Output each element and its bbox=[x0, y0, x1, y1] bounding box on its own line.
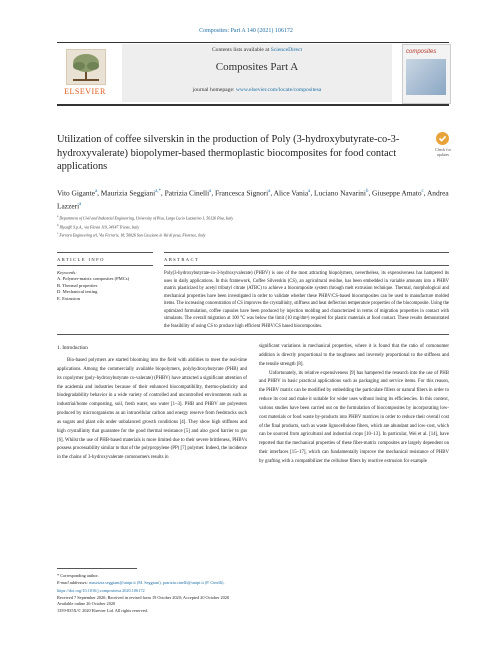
copyright-line: 1359-835X/© 2020 Elsevier Ltd. All rights reserved. bbox=[57, 607, 148, 613]
author-affiliation-mark[interactable]: a bbox=[94, 189, 98, 194]
journal-cover-thumbnail[interactable] bbox=[402, 44, 451, 104]
author-list: Vito Gigante$^a$, Maurizia Seggiani$^{a,*}$, Patrizia Cinelli$^a$, Francesca Signori$^a$, Alice Vania$^a$, Luciano Navarini$^b$, Giuseppe Amato$^c$, Andrea Lazzeri$^a$ bbox=[57, 188, 449, 211]
author-affiliation-mark[interactable]: a bbox=[209, 189, 212, 194]
affiliation-mark: c bbox=[57, 231, 59, 235]
intro-right-column bbox=[259, 343, 449, 467]
author-name[interactable]: Andrea Lazzeri bbox=[57, 188, 449, 211]
article-title: Utilization of coffee silverskin in the production of Poly (3-hydroxybutyrate-co-3-hydroxyvalerate) biopolymer-based thermoplastic biocomposites for food contact applications bbox=[57, 134, 400, 172]
section-heading-introduction: 1. Introduction bbox=[57, 345, 88, 351]
email-line: E-mail addresses: maurizia.seggiani@unipi.it (M. Seggiani), patrizia.cinelli@unipi.it (P. Cinelli). bbox=[57, 579, 225, 585]
email-links[interactable]: maurizia.seggiani@unipi.it (M. Seggiani), patrizia.cinelli@unipi.it (P. Cinelli). bbox=[89, 579, 225, 585]
affiliation-mark: a bbox=[57, 214, 59, 218]
author-affiliation-mark[interactable]: a bbox=[308, 189, 311, 194]
author-name[interactable]: Giuseppe Amato bbox=[372, 188, 422, 198]
article-info-heading: ARTICLE INFO bbox=[57, 257, 105, 262]
cover-image bbox=[406, 59, 446, 95]
author-name[interactable]: Vito Gigante bbox=[57, 188, 95, 198]
elsevier-logo[interactable] bbox=[57, 47, 113, 99]
author-name[interactable]: Alice Vania bbox=[273, 188, 309, 198]
affiliation-text: Ferrara Engineering srl, Via Ferraris, 18, 50026 San Casciano in Val di pesa, Florence, Italy bbox=[59, 233, 206, 238]
elsevier-tree-icon bbox=[66, 49, 106, 85]
affiliation-item bbox=[57, 230, 449, 239]
abstract-heading: ABSTRACT bbox=[164, 257, 200, 262]
author-affiliation-mark[interactable]: a,* bbox=[155, 189, 161, 194]
info-rule bbox=[57, 265, 153, 266]
abstract-rule bbox=[164, 265, 449, 266]
author-name[interactable]: Luciano Navarini bbox=[314, 188, 366, 198]
author-name[interactable]: Francesca Signori bbox=[215, 188, 269, 198]
affiliation-text: Department of Civil and Industrial Engineering, University of Pisa, Largo Lucio Lazzarino 1, 56126 Pisa, Italy bbox=[59, 216, 234, 221]
keyword-item: B. Thermal properties bbox=[57, 282, 98, 288]
affiliation-mark: b bbox=[57, 222, 59, 227]
check-for-updates-icon[interactable] bbox=[436, 132, 449, 145]
author-name[interactable]: Patrizia Cinelli bbox=[164, 188, 210, 198]
check-for-updates-label: Check for updates bbox=[435, 147, 451, 157]
keyword-item: A. Polymer-matrix composites (PMCs) bbox=[57, 276, 130, 282]
abstract-text: Poly(3-hydroxybutyrate-co-3-hydroxyvalerate) (PHBV) is one of the most attracting biopolymers, nevertheless, its expensiveness has hampered its uses in daily applications. In this framework, Coffee Silverskin (CS), an agricultural residue, has been embedded in variable amounts into a PHBV matrix plasticized by acetyl tributyl citrate (ATBC) to achieve a biocomposite system through melt extrusion technique. Thermal, morphological and mechanical properties have been investigated in order to validate whether these PHBV/CS-based biocomposites can be used to manufacture molded items. The increasing concentration of CS improves the crystallinity, stiffness and heat deflection temperature properties of the biocomposite. Using the optimized formulation, coffee capsules have been produced by injection molding and characterized in terms of migration properties in contact with simulants. The overall migration at 100 °C was below the limit (10 mg/dm²) required for plastic materials at food contact. These results demonstrated the feasibility of using CS to produce high efficient PHBV/CS based biocomposites. bbox=[164, 271, 449, 329]
footnote-rule bbox=[57, 568, 137, 569]
journal-homepage: journal homepage: www.elsevier.com/locate/compositesa bbox=[192, 87, 322, 93]
abstract-bottom-rule bbox=[57, 334, 449, 335]
publisher-name: ELSEVIER bbox=[64, 87, 106, 96]
keywords-block bbox=[57, 270, 152, 302]
keywords-label: Keywords: bbox=[57, 270, 77, 275]
homepage-link[interactable]: www.elsevier.com/locate/compositesa bbox=[235, 87, 322, 93]
journal-info-box bbox=[122, 44, 392, 102]
footnotes bbox=[57, 573, 357, 615]
abstract-top-rule bbox=[164, 252, 449, 253]
affiliation-text: Illycaffè S.p.A., via Flavia 110, 34147 Trieste, Italy bbox=[59, 224, 140, 229]
author-name[interactable]: Maurizia Seggiani bbox=[100, 188, 156, 198]
masthead-top-rule bbox=[57, 42, 449, 43]
affiliation-item bbox=[57, 222, 449, 231]
masthead-bottom-rule bbox=[57, 104, 449, 106]
doi-link[interactable]: https://doi.org/10.1016/j.compositesa.2020.106172 bbox=[57, 588, 145, 594]
intro-paragraph: Unfortunately, its relative expensiveness [9] has hampered the research into the use of PHB and PHBV in basic practical applications such as packaging and service items. For this reason, the PHBV matrix can be modified by embedding the particulate fillers or natural fibers in order to reduce its cost and make it suitable for wider uses without losing its efficiencies. In this context, various studies have been carried out on the formulation of biocomposites by incorporating low-cost materials or food waste by-products into PHBV matrices in order to reduce their overall cost of the final products, such as waste lignocellulose fibers, which are abundant and low-cost, which can be sourced from agricultural and industrial crops [10–13]. In particular, Wei et al. [14], have reported that the mechanical properties of these fiber-matrix composites are largely dependent on their interfaces [15–17], which can fundamentally improve the mechanical resistance of PHBV by grafting with a compatibilizer the cellulose fibers by reactive extrusion for example bbox=[259, 370, 449, 464]
journal-masthead bbox=[57, 42, 449, 105]
keyword-item: E. Extrusion bbox=[57, 295, 80, 301]
intro-paragraph: significant variations in mechanical properties, where it is found that the ratio of comonomer addition is directly proportional to the toughness and inversely proportional to the stiffness and the tensile strength [8]. bbox=[259, 344, 449, 367]
contents-availability: Contents lists available at ScienceDirect bbox=[211, 47, 303, 53]
available-online: Available online 26 October 2020 bbox=[57, 601, 116, 607]
journal-title[interactable]: Composites Part A bbox=[215, 61, 299, 73]
corresponding-author-note: * Corresponding author. bbox=[57, 573, 99, 578]
keyword-item: D. Mechanical testing bbox=[57, 289, 98, 295]
received-dates: Received 7 September 2020; Received in revised form 19 October 2020; Accepted 20 October 2020 bbox=[57, 594, 230, 600]
author-affiliation-mark[interactable]: b bbox=[365, 189, 369, 194]
cover-brand: composites bbox=[406, 49, 437, 55]
journal-citation[interactable]: Composites: Part A 140 (2021) 106172 bbox=[199, 28, 293, 34]
info-top-rule bbox=[57, 252, 153, 253]
sciencedirect-link[interactable]: ScienceDirect bbox=[270, 47, 303, 53]
author-affiliation-mark[interactable]: a bbox=[268, 189, 271, 194]
affiliation-item bbox=[57, 213, 449, 222]
intro-left-column bbox=[57, 357, 247, 463]
author-affiliation-mark[interactable]: c bbox=[421, 189, 424, 194]
intro-paragraph: Bio-based polymers are started blooming into the field with abilities to meet the real-time applications. Among the commercially available biopolymers, polyhydroxybutyrate (PHB) and its copolymer (poly-hydroxybutyrate co-valerate) (PHBV) have attracted a significant attention of the academia and industries because of their enhanced biocompatibility, thermo-plasticity and biodegradability behavior in a wide variety of controlled and uncontrolled environments such as industrial/home composting, soil, fresh water, sea water [1–3]. PHB and PHBV are polyesters produced by microorganisms as an intracellular carbon and energy reserve from feedstocks such as sugars and plant oils under unbalanced growth conditions [4]. They show high stiffness and high crystallinity that guarantee for the good thermal resistance [5] and also good barrier to gas [6]. Whilst the use of PHB-based materials is more limited due to their severe brittleness, PHBVs possess processability similar to that of the polypropylene (PP) [7] polymer. Indeed, the incidence in the chains of 3-hydroxyvalerate comonomers results in bbox=[57, 358, 247, 461]
affiliations bbox=[57, 213, 449, 239]
author-affiliation-mark[interactable]: a bbox=[79, 202, 82, 208]
